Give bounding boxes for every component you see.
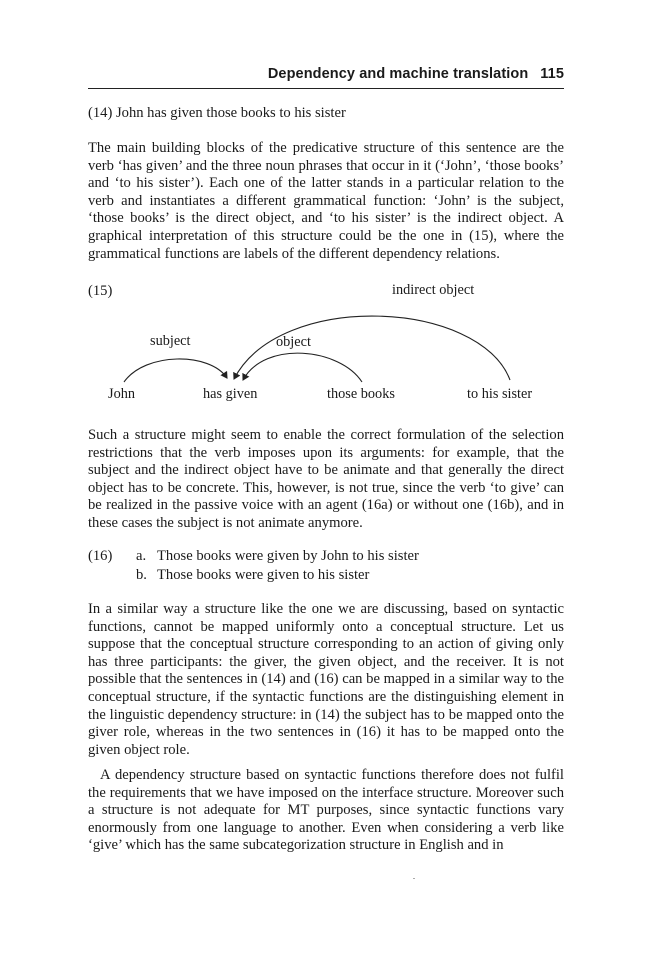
paragraph-3: In a similar way a structure like the one we are discussing, based on syntactic functions, cannot be mapped uniformly onto a conceptual structure. Let us suppose that the conceptual structure corresponding to an action of giving only has three participants: the giver, the given object, and the receiver. It is not possible that the sentences in (14) and (16) can be mapped in a similar way to the conceptual structure, if the syntactic functions are the distinguishing element in the linguistic dependency structure: in (14) the subject has to be mapped onto the giver role, whereas in the two sentences in (16) it has to be mapped onto the given object role. — [88, 601, 564, 758]
page-number: 115 — [540, 66, 564, 82]
word-has-given: has given — [203, 386, 258, 402]
indirect-object-label: indirect object — [392, 282, 475, 298]
object-label: object — [276, 334, 311, 350]
example-16-number: (16) — [88, 548, 113, 564]
example-16b-label: b. — [136, 567, 147, 583]
example-16 — [88, 547, 419, 585]
object-arc — [243, 353, 362, 382]
page-speck — [413, 878, 415, 879]
example-16a-text: Those books were given by John to his sister — [157, 548, 419, 564]
example-15-number: (15) — [88, 283, 113, 299]
paragraph-2: Such a structure might seem to enable the correct formulation of the selection restrictions that the verb imposes upon its arguments: for example, that the subject and the indirect object have to be animate and that generally the direct object has to be concrete. This, however, is not true, since the verb ‘to give’ can be realized in the passive voice with an agent (16a) or without one (16b), and in these cases the subject is not animate anymore. — [88, 427, 564, 531]
paragraph-4: A dependency structure based on syntactic functions therefore does not fulfil the requirements that we have imposed on the interface structure. Moreover such a structure is not adequate for MT purposes, since syntactic functions vary enormously from one language to another. Even when considering a verb like ‘give’ which has the same subcategorization structure in English and in — [88, 767, 564, 854]
example-16b-text: Those books were given to his sister — [157, 567, 370, 583]
paragraph-1: The main building blocks of the predicative structure of this sentence are the verb ‘has given’ and the three noun phrases that occur in it (‘John’, ‘those books’ and ‘to his sister’). Each one of the latter stands in a particular relation to the verb and instantiates a different grammatical function: ‘John’ is the subject, ‘those books’ is the direct object, and ‘to his sister’ is the indirect object. A graphical interpretation of this structure could be the one in (15), where the grammatical functions are labels of the different dependency relations. — [88, 140, 564, 262]
example-14: (14) John has given those books to his sister — [88, 105, 346, 121]
example-16a-label: a. — [136, 548, 147, 564]
subject-arc — [124, 359, 227, 382]
header-title: Dependency and machine translation — [267, 66, 529, 82]
subject-label: subject — [150, 333, 191, 349]
word-those-books: those books — [327, 386, 395, 402]
word-to-his-sister: to his sister — [467, 386, 533, 402]
word-john: John — [108, 386, 136, 402]
